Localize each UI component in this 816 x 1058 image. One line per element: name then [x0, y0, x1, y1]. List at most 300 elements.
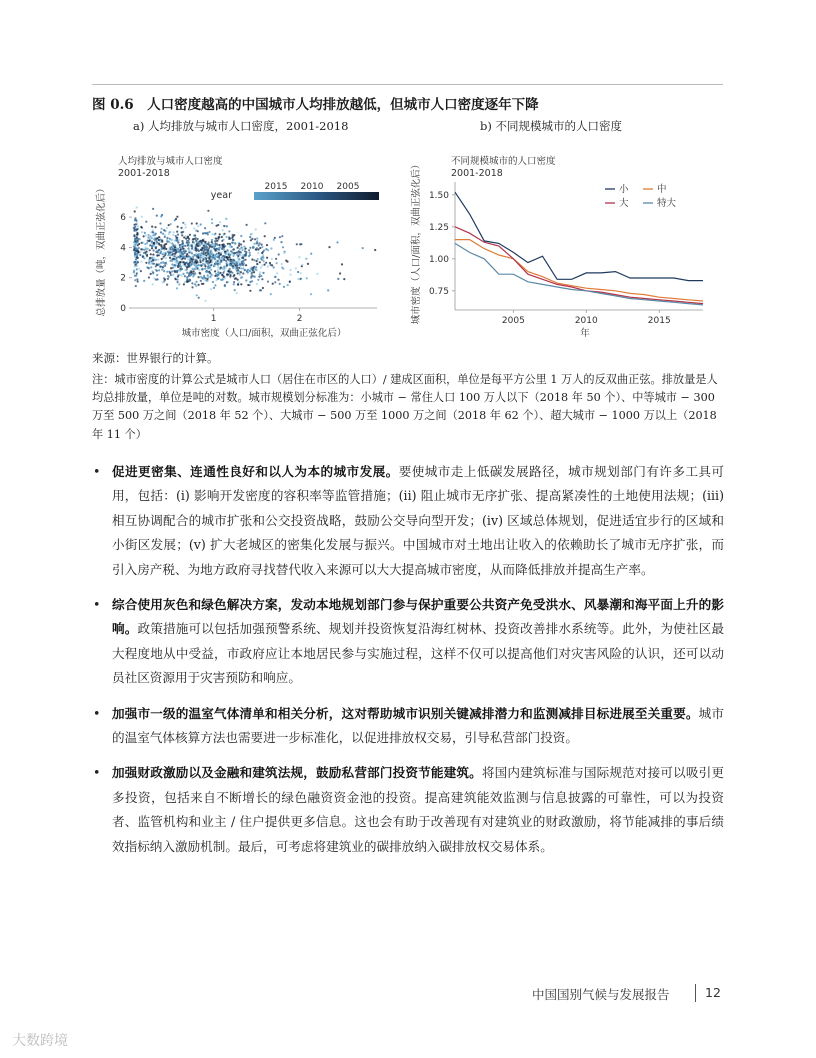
scatter-point [153, 263, 155, 265]
scatter-point [232, 261, 234, 263]
scatter-point [145, 221, 147, 223]
scatter-point [257, 279, 259, 281]
scatter-point [204, 258, 206, 260]
line-chart [405, 140, 725, 345]
scatter-point [170, 223, 172, 225]
scatter-point [199, 264, 201, 266]
scatter-point [191, 282, 193, 284]
scatter-point [160, 251, 162, 253]
scatter-point [157, 278, 159, 280]
scatter-point [224, 277, 226, 279]
scatter-point [249, 247, 251, 249]
scatter-point [212, 233, 214, 235]
subplot-a-title: a) 人均排放与城市人口密度，2001-2018 [133, 119, 349, 133]
scatter-point [225, 266, 227, 268]
scatter-point [214, 284, 216, 286]
scatter-point [143, 252, 145, 254]
scatter-point [240, 235, 242, 237]
scatter-point [151, 226, 153, 228]
scatter-point [228, 260, 230, 262]
scatter-point [189, 234, 191, 236]
scatter-point [210, 256, 212, 258]
scatter-point [283, 286, 285, 288]
scatter-point [232, 275, 234, 277]
scatter-point [161, 228, 163, 230]
scatter-point [177, 276, 179, 278]
scatter-point [171, 243, 173, 245]
scatter-axes [120, 213, 377, 324]
scatter-point [204, 227, 206, 229]
scatter-point [205, 280, 207, 282]
scatter-point [195, 240, 197, 242]
scatter-point [174, 219, 176, 221]
scatter-point [134, 228, 136, 230]
scatter-point [245, 279, 247, 281]
scatter-point [230, 250, 232, 252]
scatter-point [169, 247, 171, 249]
footer-divider [695, 984, 696, 1002]
scatter-point [133, 241, 135, 243]
scatter-point [181, 268, 183, 270]
scatter-point [239, 251, 241, 253]
scatter-point [205, 254, 207, 256]
scatter-point [290, 274, 292, 276]
scatter-point [152, 259, 154, 261]
line-x-tick-label: 2010 [574, 316, 598, 326]
scatter-point [208, 244, 210, 246]
scatter-point [298, 256, 300, 258]
scatter-point [226, 264, 228, 266]
scatter-point [176, 216, 178, 218]
scatter-point [200, 254, 202, 256]
scatter-point [264, 222, 266, 224]
scatter-point [194, 268, 196, 270]
scatter-point [153, 249, 155, 251]
scatter-point [336, 241, 338, 243]
scatter-point [152, 234, 154, 236]
scatter-point [135, 254, 137, 256]
scatter-point [239, 261, 241, 263]
scatter-inner-title: 人均排放与城市人口密度 [118, 156, 223, 167]
scatter-point [193, 274, 195, 276]
scatter-point [166, 227, 168, 229]
figure-source: 来源：世界银行的计算。 [92, 351, 219, 365]
scatter-point [220, 251, 222, 253]
scatter-point [339, 272, 341, 274]
scatter-point [187, 263, 189, 265]
scatter-point [207, 210, 209, 212]
scatter-point [204, 268, 206, 270]
scatter-point [177, 241, 179, 243]
scatter-point [165, 257, 167, 259]
scatter-point [295, 267, 297, 269]
scatter-point [184, 258, 186, 260]
scatter-point [245, 248, 247, 250]
scatter-point [193, 227, 195, 229]
scatter-point [257, 248, 259, 250]
legend-label-large: 大 [619, 198, 629, 209]
scatter-point [226, 225, 228, 227]
series-line-large [455, 227, 703, 304]
bullet-lead: 促进更密集、连通性良好和以人为本的城市发展。 [112, 464, 399, 479]
scatter-point [176, 271, 178, 273]
scatter-point [173, 258, 175, 260]
scatter-point [146, 251, 148, 253]
line-y-tick-label: 0.75 [428, 286, 449, 297]
scatter-point [156, 264, 158, 266]
scatter-point [218, 266, 220, 268]
scatter-point [233, 234, 235, 236]
scatter-point [256, 283, 258, 285]
scatter-point [281, 263, 283, 265]
scatter-point [327, 289, 329, 291]
scatter-point [246, 224, 248, 226]
bullet-body: 要使城市走上低碳发展路径，城市规划部门有许多工具可用，包括：(i) 影响开发密度的容积率等监管措施；(ii) 阻止城市无序扩张、提高紧凑性的土地使用法规；(iii) 相互协调配合的城市扩张和公交投资战略，鼓励公交导向型开发；(iv) 区域总体规划，促进适宜步行的区域和小街区发展；(v) 扩大老城区的密集化发展与振兴。中国城市对土地出让收入的依赖助长了城市无序扩张，而引入房产税、为地方政府寻找替代收入来源可以大大提高城市密度，从而降低排放并提高生产率。 [112, 464, 725, 577]
scatter-point [155, 251, 157, 253]
scatter-point [237, 257, 239, 259]
scatter-point [215, 273, 217, 275]
scatter-point [168, 233, 170, 235]
scatter-point [152, 231, 154, 233]
scatter-point [227, 250, 229, 252]
scatter-point [189, 256, 191, 258]
scatter-point [267, 281, 269, 283]
scatter-point [178, 266, 180, 268]
scatter-point [239, 248, 241, 250]
scatter-point [187, 258, 189, 260]
scatter-point [156, 237, 158, 239]
scatter-point [190, 251, 192, 253]
scatter-point [141, 231, 143, 233]
scatter-point [138, 247, 140, 249]
scatter-point [152, 272, 154, 274]
scatter-point [254, 238, 256, 240]
scatter-point [282, 246, 284, 248]
scatter-point [232, 259, 234, 261]
scatter-point [260, 266, 262, 268]
scatter-point [272, 283, 274, 285]
scatter-point [133, 249, 135, 251]
scatter-point [269, 262, 271, 264]
scatter-point [207, 253, 209, 255]
scatter-point [209, 253, 211, 255]
scatter-point [184, 281, 186, 283]
bullet-dot: • [93, 765, 101, 781]
bullet-item [92, 593, 724, 691]
scatter-point [241, 264, 243, 266]
scatter-point [212, 256, 214, 258]
scatter-point [191, 248, 193, 250]
scatter-y-tick-label: 6 [120, 213, 126, 224]
scatter-point [231, 242, 233, 244]
scatter-point [251, 272, 253, 274]
scatter-point [143, 249, 145, 251]
scatter-point [234, 252, 236, 254]
scatter-point [276, 272, 278, 274]
scatter-point [234, 242, 236, 244]
scatter-point [174, 246, 176, 248]
scatter-point [136, 237, 138, 239]
scatter-point [151, 242, 153, 244]
scatter-point [198, 276, 200, 278]
scatter-point [184, 224, 186, 226]
scatter-point [227, 243, 229, 245]
scatter-point [162, 268, 164, 270]
scatter-point [201, 241, 203, 243]
scatter-point [236, 292, 238, 294]
scatter-point [211, 239, 213, 241]
scatter-point [176, 259, 178, 261]
scatter-point [256, 263, 258, 265]
scatter-point [212, 253, 214, 255]
scatter-point [219, 244, 221, 246]
scatter-point [149, 244, 151, 246]
scatter-point [212, 281, 214, 283]
scatter-point [214, 270, 216, 272]
scatter-point [222, 267, 224, 269]
scatter-point [204, 300, 206, 302]
scatter-point [207, 233, 209, 235]
scatter-point [250, 275, 252, 277]
scatter-point [153, 242, 155, 244]
scatter-point [307, 263, 309, 265]
scatter-point [192, 256, 194, 258]
scatter-point [217, 254, 219, 256]
scatter-point [197, 225, 199, 227]
scatter-point [164, 252, 166, 254]
scatter-point [142, 256, 144, 258]
scatter-point [275, 258, 277, 260]
scatter-point [220, 261, 222, 263]
scatter-point [134, 252, 136, 254]
scatter-point [241, 276, 243, 278]
scatter-point [249, 236, 251, 238]
scatter-point [198, 269, 200, 271]
scatter-point [135, 265, 137, 267]
scatter-y-tick-label: 4 [120, 243, 126, 254]
scatter-point [253, 259, 255, 261]
scatter-point [218, 271, 220, 273]
scatter-point [328, 246, 330, 248]
scatter-point [169, 257, 171, 259]
scatter-point [196, 222, 198, 224]
bullet-lead: 加强财政激励以及金融和建筑法规，鼓励私营部门投资节能建筑。 [112, 765, 482, 781]
scatter-point [310, 253, 312, 255]
scatter-point [208, 231, 210, 233]
scatter-point [155, 259, 157, 261]
scatter-point [223, 234, 225, 236]
scatter-point [343, 278, 345, 280]
scatter-points [133, 206, 377, 302]
line-y-tick-label: 1.25 [428, 222, 449, 233]
scatter-point [281, 235, 283, 237]
line-series [455, 192, 703, 305]
scatter-point [135, 285, 137, 287]
scatter-point [183, 283, 185, 285]
scatter-point [206, 271, 208, 273]
scatter-point [149, 263, 151, 265]
scatter-point [193, 234, 195, 236]
scatter-point [251, 233, 253, 235]
scatter-point [179, 244, 181, 246]
legend-title: year [210, 190, 232, 201]
scatter-point [176, 279, 178, 281]
scatter-point [219, 263, 221, 265]
scatter-y-tick-label: 0 [120, 304, 126, 314]
scatter-point [261, 246, 263, 248]
line-x-tick-label: 2005 [501, 316, 525, 326]
scatter-x-tick-label: 2 [296, 314, 303, 324]
scatter-point [163, 229, 165, 231]
scatter-point [180, 227, 182, 229]
scatter-point [273, 266, 275, 268]
scatter-point [273, 239, 275, 241]
scatter-point [337, 278, 339, 280]
scatter-point [134, 210, 136, 212]
scatter-point [200, 257, 202, 259]
scatter-point [195, 266, 197, 268]
scatter-point [300, 243, 302, 245]
scatter-point [270, 247, 272, 249]
scatter-point [238, 243, 240, 245]
scatter-point [305, 258, 307, 260]
bullet-dot: • [93, 464, 101, 479]
scatter-point [222, 258, 224, 260]
scatter-point [155, 233, 157, 235]
scatter-point [163, 247, 165, 249]
scatter-point [260, 275, 262, 277]
scatter-point [207, 262, 209, 264]
scatter-point [157, 254, 159, 256]
scatter-point [300, 272, 302, 274]
scatter-point [258, 244, 260, 246]
scatter-point [195, 248, 197, 250]
scatter-point [202, 256, 204, 258]
scatter-point [259, 242, 261, 244]
scatter-point [213, 258, 215, 260]
scatter-point [215, 238, 217, 240]
scatter-point [219, 233, 221, 235]
scatter-point [155, 269, 157, 271]
scatter-point [207, 267, 209, 269]
scatter-point [255, 228, 257, 230]
footer-report-title: 中国国别气候与发展报告 [532, 987, 670, 1002]
scatter-point [195, 237, 197, 239]
scatter-point [188, 265, 190, 267]
scatter-point [134, 275, 136, 277]
scatter-point [169, 271, 171, 273]
scatter-point [245, 264, 247, 266]
scatter-point [166, 241, 168, 243]
scatter-x-label: 城市密度（人口/面积，双曲正弦化后） [181, 328, 347, 339]
scatter-point [196, 294, 198, 296]
scatter-point [134, 279, 136, 281]
scatter-point [238, 281, 240, 283]
scatter-point [145, 246, 147, 248]
scatter-point [276, 262, 278, 264]
scatter-point [211, 246, 213, 248]
scatter-point [207, 250, 209, 252]
scatter-point [203, 240, 205, 242]
scatter-point [152, 254, 154, 256]
scatter-point [170, 246, 172, 248]
scatter-point [213, 246, 215, 248]
top-rule [92, 84, 723, 85]
scatter-point [172, 248, 174, 250]
scatter-point [189, 280, 191, 282]
scatter-point [176, 237, 178, 239]
scatter-point [233, 263, 235, 265]
scatter-point [136, 233, 138, 235]
scatter-point [277, 279, 279, 281]
scatter-point [221, 236, 223, 238]
scatter-point [134, 261, 136, 263]
scatter-point [140, 270, 142, 272]
scatter-point [171, 270, 173, 272]
scatter-point [241, 257, 243, 259]
scatter-point [185, 235, 187, 237]
scatter-point [262, 251, 264, 253]
scatter-point [196, 260, 198, 262]
scatter-point [218, 249, 220, 251]
bullet-dot: • [93, 705, 101, 721]
scatter-point [134, 226, 136, 228]
scatter-point [232, 249, 234, 251]
scatter-point [164, 234, 166, 236]
scatter-point [156, 274, 158, 276]
scatter-point [193, 270, 195, 272]
scatter-point [137, 225, 139, 227]
scatter-point [192, 268, 194, 270]
scatter-point [133, 235, 135, 237]
scatter-point [209, 276, 211, 278]
scatter-point [224, 252, 226, 254]
scatter-point [262, 287, 264, 289]
scatter-point [290, 269, 292, 271]
scatter-point [194, 254, 196, 256]
scatter-point [200, 280, 202, 282]
scatter-point [174, 240, 176, 242]
scatter-point [283, 252, 285, 254]
scatter-point [226, 273, 228, 275]
scatter-point [214, 255, 216, 257]
scatter-point [151, 257, 153, 259]
scatter-point [226, 281, 228, 283]
series-line-medium [455, 240, 703, 301]
scatter-point [266, 257, 268, 259]
scatter-y-tick-label: 2 [120, 273, 126, 284]
scatter-point [177, 234, 179, 236]
scatter-point [141, 216, 143, 218]
scatter-point [297, 271, 299, 273]
scatter-point [136, 278, 138, 280]
scatter-point [243, 259, 245, 261]
scatter-point [182, 273, 184, 275]
scatter-point [139, 254, 141, 256]
scatter-point [207, 260, 209, 262]
scatter-point [266, 244, 268, 246]
scatter-point [208, 271, 210, 273]
scatter-point [274, 237, 276, 239]
scatter-point [279, 283, 281, 285]
scatter-point [161, 248, 163, 250]
scatter-point [155, 247, 157, 249]
scatter-point [157, 259, 159, 261]
scatter-point [161, 239, 163, 241]
scatter-point [229, 254, 231, 256]
scatter-point [341, 263, 343, 265]
scatter-point [202, 283, 204, 285]
